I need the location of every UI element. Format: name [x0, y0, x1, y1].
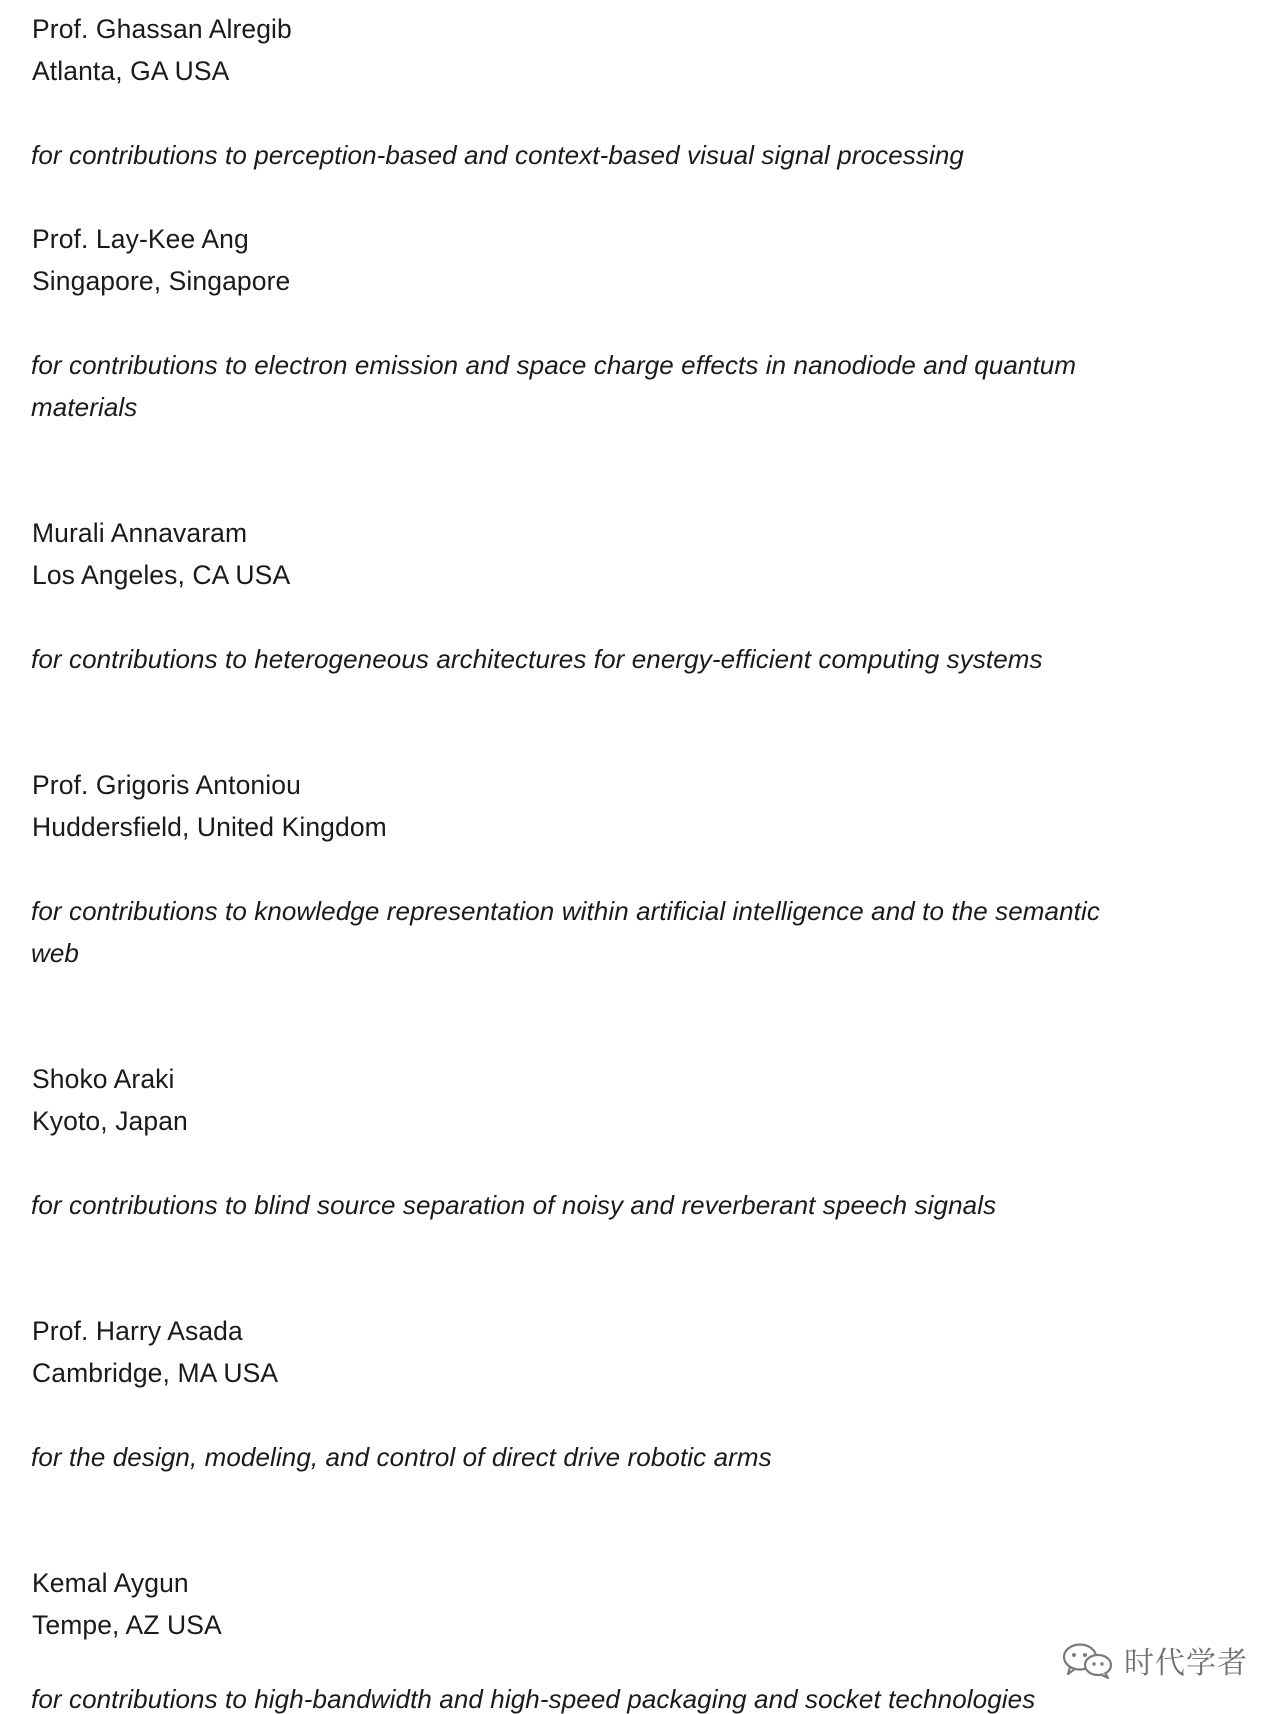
fellow-location: Cambridge, MA USA	[32, 1358, 279, 1388]
fellow-citation: for contributions to high-bandwidth and high-speed packaging and socket technologies	[31, 1684, 1036, 1714]
fellow-name: Prof. Harry Asada	[32, 1316, 243, 1346]
fellow-location: Singapore, Singapore	[32, 266, 291, 296]
fellow-name: Kemal Aygun	[32, 1568, 189, 1598]
watermark	[1060, 1636, 1260, 1684]
fellow-location: Huddersfield, United Kingdom	[32, 812, 387, 842]
fellow-name: Prof. Lay-Kee Ang	[32, 224, 249, 254]
fellow-citation-continued: web	[31, 938, 79, 968]
fellow-name: Prof. Grigoris Antoniou	[32, 770, 301, 800]
fellow-citation-continued: materials	[31, 392, 138, 422]
fellow-location: Los Angeles, CA USA	[32, 560, 291, 590]
fellow-location: Tempe, AZ USA	[32, 1610, 222, 1640]
fellow-name: Murali Annavaram	[32, 518, 248, 548]
fellow-citation: for contributions to perception-based and context-based visual signal processing	[31, 140, 964, 170]
watermark-text: 时代学者	[1124, 1646, 1248, 1681]
fellow-location: Kyoto, Japan	[32, 1106, 188, 1136]
fellow-citation: for contributions to heterogeneous architectures for energy-efficient computing systems	[31, 644, 1043, 674]
fellow-name: Shoko Araki	[32, 1064, 175, 1094]
fellow-citation: for the design, modeling, and control of direct drive robotic arms	[31, 1442, 772, 1472]
fellow-citation: for contributions to electron emission and space charge effects in nanodiode and quantum	[31, 350, 1077, 380]
fellow-location: Atlanta, GA USA	[32, 56, 230, 86]
fellow-citation: for contributions to blind source separation of noisy and reverberant speech signals	[31, 1190, 997, 1220]
fellow-name: Prof. Ghassan Alregib	[32, 14, 292, 44]
fellow-citation: for contributions to knowledge representation within artificial intelligence and to the semantic	[31, 896, 1100, 926]
wechat-icon	[1060, 1640, 1116, 1680]
